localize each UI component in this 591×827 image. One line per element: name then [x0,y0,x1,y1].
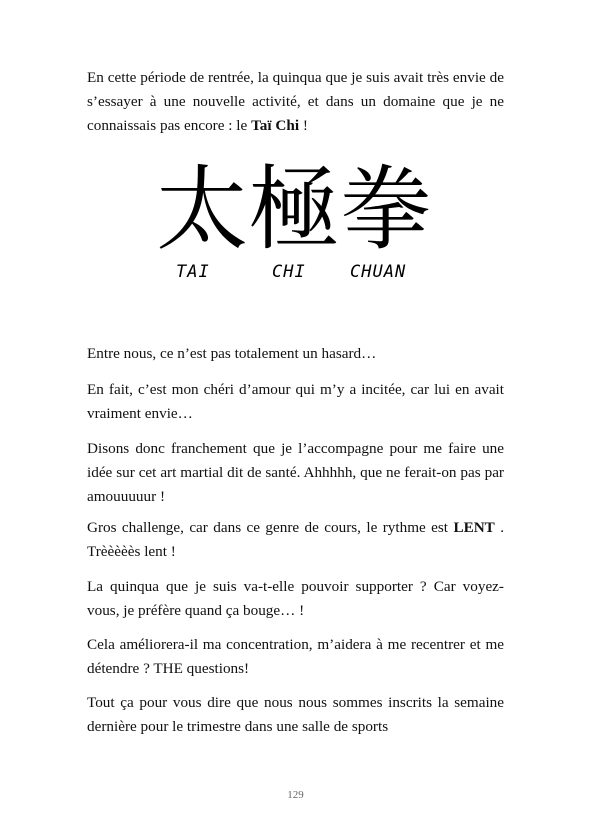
paragraph-supporter: La quinqua que je suis va-t-elle pouvoir supporter ? Car voyez-vous, je préfère quand ça bouge… ! [87,578,504,619]
paragraph-text: En cette période de rentrée, la quinqua que je suis avait très envie de s’essayer à une nouvelle activité, et dans un domaine que je ne connaissais pas encore : le [87,69,504,134]
romaji-tai: TAI [176,262,210,282]
paragraph-cheri: En fait, c’est mon chéri d’amour qui m’y a incitée, car lui en avait vraiment envie… [87,381,504,422]
kanji-tai: 太 [156,156,249,263]
paragraph-challenge [87,516,504,564]
paragraph-text: Gros challenge, car dans ce genre de cours, le rythme est [87,519,454,536]
paragraph-hasard: Entre nous, ce n’est pas totalement un hasard… [87,345,377,362]
page-number: 129 [287,789,304,801]
tai-chi-chuan-logo [150,156,450,290]
paragraph-text: ! [299,117,308,134]
paragraph-accompagne: Disons donc franchement que je l’accompagne pour me faire une idée sur cet art martial dit de santé. Ahhhhh, que ne ferait-on pas par amouuuuur ! [87,440,504,505]
paragraph-intro [87,66,504,138]
paragraph-inscrits: Tout ça pour vous dire que nous nous sommes inscrits la semaine dernière pour le trimestre dans une salle de sports [87,694,504,735]
paragraph-text: . Trèèèèès lent ! [87,519,504,560]
bold-taichi: Taï Chi [251,117,300,134]
romaji-chuan: CHUAN [350,262,407,282]
kanji-chi: 極 [248,156,341,263]
kanji-chuan: 拳 [340,156,433,263]
romaji-chi: CHI [272,262,306,282]
bold-lent: LENT [453,519,495,536]
paragraph-concentration: Cela améliorera-il ma concentration, m’aidera à me recentrer et me détendre ? THE questions! [87,636,504,677]
